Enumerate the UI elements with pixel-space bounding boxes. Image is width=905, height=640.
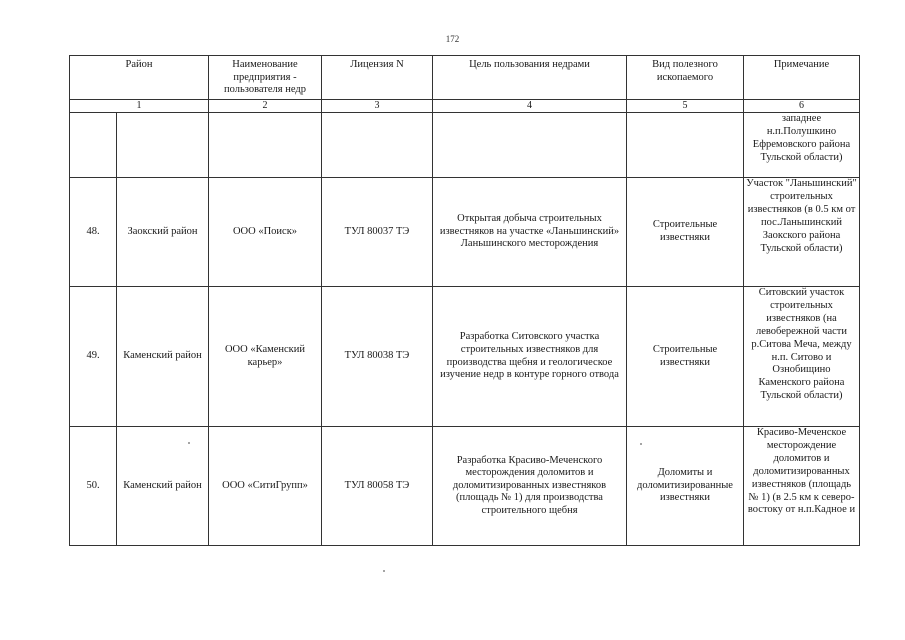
column-number: 5: [627, 100, 744, 113]
note-cell: западнее н.п.Полушкино Ефремовского района Тульской области): [744, 113, 860, 178]
table-row: [70, 287, 860, 427]
row-number-cell: 49.: [70, 287, 117, 427]
row-number-cell: [70, 113, 117, 178]
header-license: Лицензия N: [322, 56, 433, 100]
purpose-cell: Разработка Красиво-Меченского месторождения доломитов и доломитизированных известняков (площадь № 1) для производства строительного щебня: [433, 427, 627, 546]
note-cell: Участок "Ланьшинский" строительных известняков (в 0.5 км от пос.Ланьшинский Заокского района Тульской области): [744, 178, 860, 287]
column-number-row: [70, 100, 860, 113]
table-row: [70, 427, 860, 546]
row-number-cell: 48.: [70, 178, 117, 287]
table-row-continuation: [70, 113, 860, 178]
header-company: Наименование предприятия - пользователя недр: [209, 56, 322, 100]
header-mineral: Вид полезного ископаемого: [627, 56, 744, 100]
column-number: 1: [70, 100, 209, 113]
company-cell: ООО «СитиГрупп»: [209, 427, 322, 546]
header-purpose: Цель пользования недрами: [433, 56, 627, 100]
header-note: Примечание: [744, 56, 860, 100]
district-cell: Заокский район: [117, 178, 209, 287]
purpose-cell: [433, 113, 627, 178]
district-cell: Каменский район: [117, 287, 209, 427]
mineral-cell: [627, 113, 744, 178]
company-cell: [209, 113, 322, 178]
district-cell: [117, 113, 209, 178]
header-row: [70, 56, 860, 100]
scan-speck: [383, 570, 385, 572]
license-cell: ТУЛ 80038 ТЭ: [322, 287, 433, 427]
company-cell: ООО «Поиск»: [209, 178, 322, 287]
header-district: Район: [70, 56, 209, 100]
table-row: [70, 178, 860, 287]
mineral-cell: Доломиты и доломитизированные известняки: [627, 427, 744, 546]
subsoil-license-table: [69, 55, 860, 546]
license-cell: [322, 113, 433, 178]
mineral-cell: Строительные известняки: [627, 287, 744, 427]
scan-speck: [640, 443, 642, 445]
company-cell: ООО «Каменский карьер»: [209, 287, 322, 427]
column-number: 2: [209, 100, 322, 113]
page-number: 172: [445, 34, 460, 44]
column-number: 3: [322, 100, 433, 113]
column-number: 4: [433, 100, 627, 113]
license-cell: ТУЛ 80058 ТЭ: [322, 427, 433, 546]
note-cell: Ситовский участок строительных известняков (на левобережной части р.Ситова Меча, между н.п. Ситово и Ознобищино Каменского района Тульской области): [744, 287, 860, 427]
note-cell: Красиво-Меченское месторождение доломитов и доломитизированных известняков (площадь № 1) (в 2.5 км к северо-востоку от н.п.Кадное и: [744, 427, 860, 546]
mineral-cell: Строительные известняки: [627, 178, 744, 287]
purpose-cell: Открытая добыча строительных известняков на участке «Ланьшинский» Ланьшинского месторождения: [433, 178, 627, 287]
column-number: 6: [744, 100, 860, 113]
purpose-cell: Разработка Ситовского участка строительных известняков для производства щебня и геологическое изучение недр в контуре горного отвода: [433, 287, 627, 427]
license-cell: ТУЛ 80037 ТЭ: [322, 178, 433, 287]
district-cell: Каменский район: [117, 427, 209, 546]
scan-speck: [188, 442, 190, 444]
row-number-cell: 50.: [70, 427, 117, 546]
